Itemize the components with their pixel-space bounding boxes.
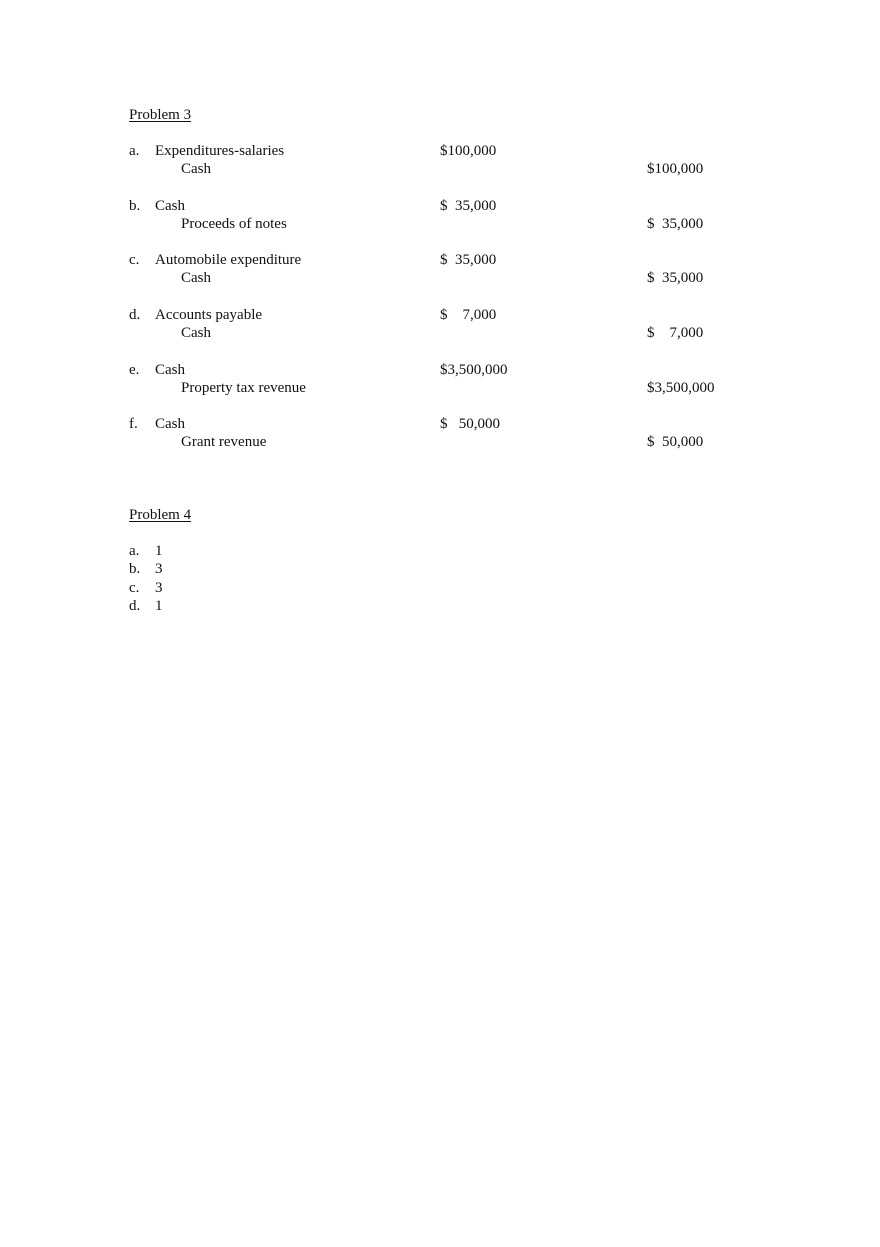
debit-amount: $3,500,000 — [440, 362, 508, 378]
credit-account: Cash — [181, 325, 211, 341]
debit-account: Cash — [155, 416, 185, 432]
credit-amount: $100,000 — [647, 161, 704, 177]
debit-amount: $100,000 — [440, 143, 497, 159]
debit-account: Cash — [155, 198, 185, 214]
entry-letter: d. — [129, 307, 141, 323]
credit-account: Proceeds of notes — [181, 216, 287, 232]
credit-amount: $ 35,000 — [647, 216, 704, 232]
credit-amount: $ 35,000 — [647, 270, 704, 286]
answer-letter: a. — [129, 543, 140, 559]
answer-letter: d. — [129, 598, 141, 614]
answer-value: 3 — [155, 561, 163, 577]
credit-account: Cash — [181, 161, 211, 177]
journal-entry-f — [129, 415, 749, 453]
answer-value: 1 — [155, 598, 163, 614]
debit-amount: $ 35,000 — [440, 252, 497, 268]
entry-letter: c. — [129, 252, 140, 268]
debit-amount: $ 35,000 — [440, 198, 497, 214]
journal-entry-c — [129, 251, 749, 289]
journal-entry-b — [129, 197, 749, 235]
entry-letter: b. — [129, 198, 141, 214]
journal-entry-d — [129, 306, 749, 344]
debit-account: Accounts payable — [155, 307, 263, 323]
journal-entry-a — [129, 142, 749, 180]
credit-account: Grant revenue — [181, 434, 267, 450]
debit-account: Automobile expenditure — [155, 252, 302, 268]
answer-value: 1 — [155, 543, 163, 559]
debit-amount: $ 50,000 — [440, 416, 500, 432]
credit-amount: $ 7,000 — [647, 325, 704, 341]
problem-3-heading: Problem 3 — [129, 107, 192, 123]
problem-4-heading: Problem 4 — [129, 507, 192, 523]
journal-entry-e — [129, 361, 749, 399]
debit-account: Cash — [155, 362, 185, 378]
credit-amount: $3,500,000 — [647, 380, 715, 396]
answer-letter: b. — [129, 561, 141, 577]
entry-letter: a. — [129, 143, 140, 159]
credit-amount: $ 50,000 — [647, 434, 704, 450]
credit-account: Property tax revenue — [181, 380, 306, 396]
answer-value: 3 — [155, 580, 163, 596]
credit-account: Cash — [181, 270, 211, 286]
answer-letter: c. — [129, 580, 140, 596]
entry-letter: e. — [129, 362, 140, 378]
debit-account: Expenditures-salaries — [155, 143, 285, 159]
debit-amount: $ 7,000 — [440, 307, 497, 323]
entry-letter: f. — [129, 416, 138, 432]
